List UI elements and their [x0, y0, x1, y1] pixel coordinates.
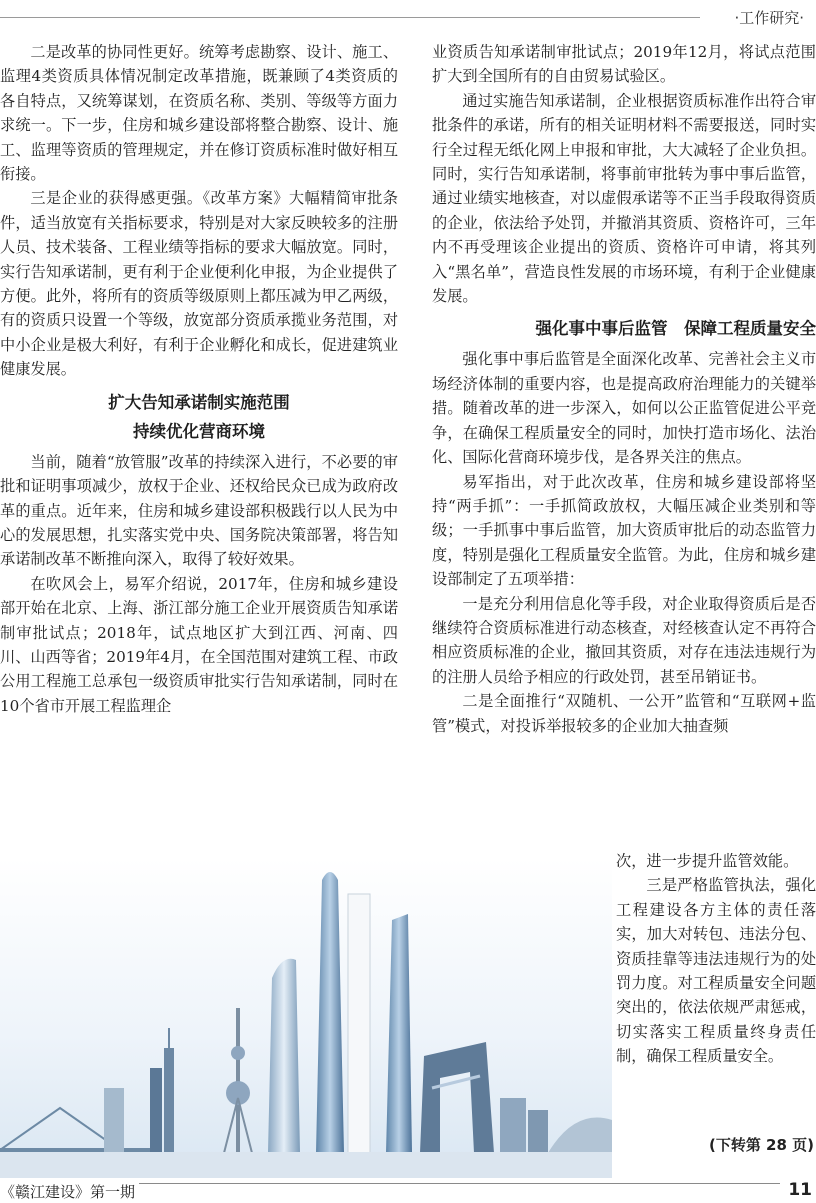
wrapped-text-block	[616, 849, 816, 1069]
tower	[164, 1048, 174, 1152]
right-column	[432, 40, 816, 738]
section-tag: ·工作研究·	[734, 9, 804, 27]
heading-line: 持续优化营商环境	[133, 421, 265, 441]
tower	[348, 894, 370, 1153]
paragraph: 三是企业的获得感更强。《改革方案》大幅精简审批条件，适当放宽有关指标要求，特别是对大家反映较多的注册人员、技术装备、工程业绩等指标的要求大幅放宽。同时，实行告知承诺制，更有利于企业便利化申报，为企业提供了方便。此外，将所有的资质等级原则上都压减为甲乙两级，有的资质只设置一个等级，放宽部分资质承揽业务范围，对中小企业是极大利好，有利于企业孵化和成长，促进建筑业健康发展。	[0, 189, 398, 379]
paragraph: 当前，随着“放管服”改革的持续深入进行，不必要的审批和证明事项减少，放权于企业、还权给民众已成为政府改革的重点。近年来，住房和城乡建设部积极践行以人民为中心的发展思想，扎实落实党中央、国务院决策部署，将告知承诺制改革不断推向深入，取得了较好效果。	[0, 452, 398, 569]
header-rule	[0, 17, 700, 18]
journal-name: 《赣江建设》第一期	[0, 1181, 139, 1202]
paragraph: 在吹风会上，易军介绍说，2017年，住房和城乡建设部开始在北京、上海、浙江部分施工企业开展资质告知承诺制审批试点；2018年，试点地区扩大到江西、河南、四川、山西等省；2019年4月，在全国范围对建筑工程、市政公用工程施工总承包一级资质审批实行告知承诺制，同时在10个省市开展工程监理企	[0, 574, 398, 715]
section-heading	[0, 388, 398, 446]
page-number: 11	[784, 1180, 812, 1200]
tower	[268, 959, 300, 1153]
city-skyline-image	[0, 858, 612, 1178]
paragraph: 二是改革的协同性更好。统筹考虑勘察、设计、施工、监理4类资质具体情况制定改革措施，既兼顾了4类资质的各自特点，又统筹谋划，在资质名称、类别、等级等方面力求统一。下一步，住房和城乡建设部将整合勘察、设计、施工、监理等资质的管理规定，并在修订资质标准时做好相互衔接。	[0, 43, 398, 184]
section-heading: 强化事中事后监管 保障工程质量安全	[535, 319, 816, 339]
left-column	[0, 40, 398, 718]
paragraph-continuation: 业资质告知承诺制审批试点；2019年12月，将试点范围扩大到全国所有的自由贸易试验区。	[432, 43, 816, 86]
paragraph: 通过实施告知承诺制，企业根据资质标准作出符合审批条件的承诺，所有的相关证明材料不需要报送，同时实行全过程无纸化网上申报和审批，大大减轻了企业负担。同时，实行告知承诺制，将事前审批转为事中事后监管，通过业绩实地核查，对以虚假承诺等不正当手段取得资质的企业，依法给予处罚，并撤消其资质、资格许可，三年内不再受理该企业提出的资质、资格许可申请，将其列入“黑名单”，营造良性发展的市场环境，有利于企业健康发展。	[432, 91, 816, 306]
tower	[500, 1098, 526, 1153]
tower	[104, 1088, 124, 1152]
paragraph: 三是严格监管执法，强化工程建设各方主体的责任落实，加大对转包、违法分包、资质挂靠等违法违规行为的处罚力度。对工程质量安全问题突出的，依法依规严肃惩戒，切实落实工程质量终身责任制，确保工程质量安全。	[616, 876, 816, 1066]
paragraph: 易军指出，对于此次改革，住房和城乡建设部将坚持“两手抓”：一手抓简政放权，大幅压减企业类别和等级；一手抓事中事后监管，加大资质审批后的动态监管力度，特别是强化工程质量安全监管。为此，住房和城乡建设部制定了五项举措：	[432, 472, 816, 589]
paragraph: 强化事中事后监管是全面深化改革、完善社会主义市场经济体制的重要内容，也是提高政府治理能力的关键举措。随着改革的进一步深入，如何以公正监管促进公平竞争，在确保工程质量安全的同时，加快打造市场化、法治化、国际化营商环境步伐，是各界关注的焦点。	[432, 350, 816, 467]
tower	[528, 1110, 548, 1153]
paragraph: 二是全面推行“双随机、一公开”监管和“互联网+监管”模式，对投诉举报较多的企业加大抽查频	[432, 692, 816, 735]
paragraph: 一是充分利用信息化等手段，对企业取得资质后是否继续符合资质标准进行动态核查，对经核查认定不再符合相应资质标准的企业，撤回其资质，对存在违法违规行为的注册人员给予相应的行政处罚，甚至吊销证书。	[432, 594, 816, 686]
heading-line: 扩大告知承诺制实施范围	[108, 392, 290, 412]
tower	[150, 1068, 162, 1152]
paragraph-continuation: 次，进一步提升监管效能。	[616, 852, 799, 870]
continued-note: (下转第 28 页)	[708, 1136, 814, 1154]
